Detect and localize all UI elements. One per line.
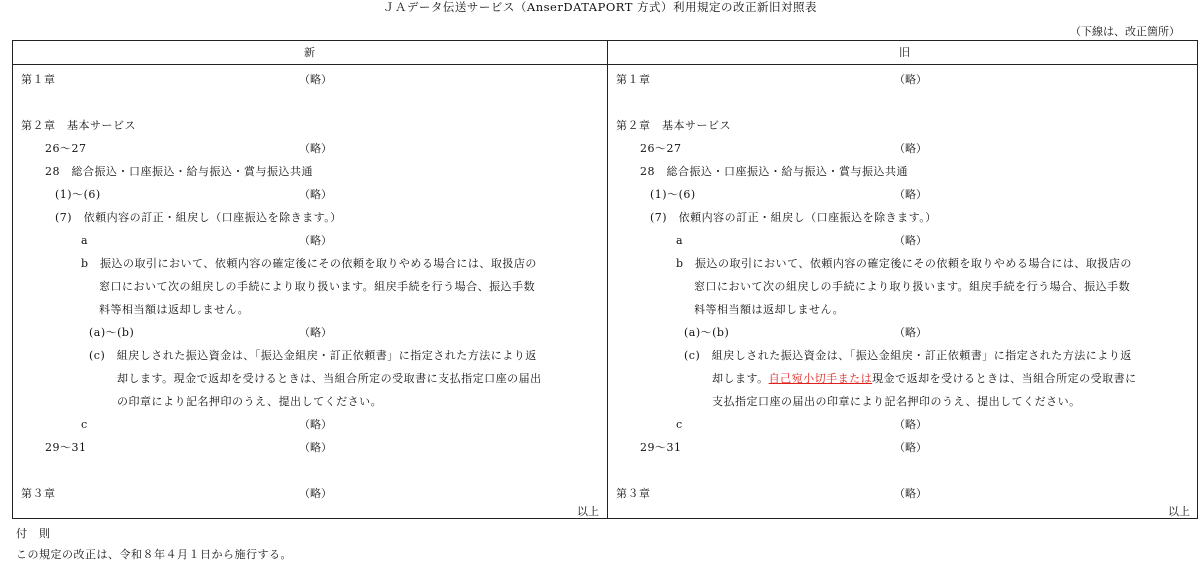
section-28: 28 総合振込・口座振込・給与振込・賞与振込共通 [640, 165, 908, 178]
ryaku-label: （略） [299, 418, 332, 431]
chapter-3: 第３章 [21, 487, 56, 500]
supplementary-heading: 付 則 [16, 527, 51, 540]
section-26-27: 26～27 [640, 142, 682, 155]
item-c: c [81, 418, 88, 431]
item-7: (7) 依頼内容の訂正・組戻し（口座振込を除きます。） [55, 211, 342, 224]
item-c-line2: 却します。現金で返却を受けるときは、当組合所定の受取書に支払指定口座の届出 [117, 372, 542, 385]
item-a: a [81, 234, 89, 247]
item-c-line1: (c) 組戻しされた振込資金は、「振込金組戻・訂正依頼書」に指定された方法により返 [89, 349, 537, 362]
ryaku-label: （略） [894, 326, 927, 339]
ryaku-label: （略） [299, 326, 332, 339]
amended-text: 自己宛小切手または [768, 372, 873, 385]
item-b-line1: b 振込の取引において、依頼内容の確定後にその依頼を取りやめる場合には、取扱店の [676, 257, 1132, 270]
ryaku-label: （略） [894, 142, 927, 155]
ryaku-label: （略） [299, 441, 332, 454]
section-28: 28 総合振込・口座振込・給与振込・賞与振込共通 [45, 165, 313, 178]
ryaku-label: （略） [894, 418, 927, 431]
chapter-1: 第１章 [616, 73, 651, 86]
item-b-line3: 料等相当額は返却しません。 [99, 303, 250, 316]
comparison-table [12, 40, 1198, 519]
items-1-6: (1)～(6) [55, 188, 101, 201]
items-a-b: (a)～(b) [684, 326, 730, 339]
ryaku-label: （略） [299, 73, 332, 86]
section-26-27: 26～27 [45, 142, 87, 155]
item-a: a [676, 234, 684, 247]
item-c-line3: 支払指定口座の届出の印章により記名押印のうえ、提出してください。 [712, 395, 1081, 408]
item-c-line3: の印章により記名押印のうえ、提出してください。 [117, 395, 383, 408]
supplementary-text: この規定の改正は、令和８年４月１日から施行する。 [16, 548, 292, 561]
new-column [13, 65, 607, 519]
chapter-1: 第１章 [21, 73, 56, 86]
ijo-label: 以上 [577, 505, 599, 518]
ryaku-label: （略） [894, 487, 927, 500]
item-c-line1: (c) 組戻しされた振込資金は、「振込金組戻・訂正依頼書」に指定された方法により返 [684, 349, 1132, 362]
header-old: 旧 [899, 46, 910, 59]
section-29-31: 29～31 [45, 441, 87, 454]
ryaku-label: （略） [299, 142, 332, 155]
old-column [608, 65, 1198, 519]
section-29-31: 29～31 [640, 441, 682, 454]
ryaku-label: （略） [894, 188, 927, 201]
chapter-3: 第３章 [616, 487, 651, 500]
document-title: ＪＡデータ伝送サービス（AnserDATAPORT 方式）利用規定の改正新旧対照表 [382, 0, 818, 14]
chapter-2: 第２章 基本サービス [21, 119, 136, 132]
item-c-line2-post: 現金で返却を受けるときは、当組合所定の受取書に [872, 372, 1137, 385]
header-new: 新 [304, 46, 315, 59]
item-c-line2-pre: 却します。 [712, 372, 769, 385]
item-b-line3: 料等相当額は返却しません。 [694, 303, 845, 316]
item-c: c [676, 418, 683, 431]
ryaku-label: （略） [299, 234, 332, 247]
ryaku-label: （略） [299, 487, 332, 500]
item-b-line1: b 振込の取引において、依頼内容の確定後にその依頼を取りやめる場合には、取扱店の [81, 257, 537, 270]
item-c-line2 [712, 373, 1137, 384]
item-b-line2: 窓口において次の組戻しの手続により取り扱います。組戻手続を行う場合、振込手数 [99, 280, 536, 293]
items-a-b: (a)～(b) [89, 326, 135, 339]
ryaku-label: （略） [894, 234, 927, 247]
table-header [13, 41, 1197, 65]
ryaku-label: （略） [299, 188, 332, 201]
underline-note: （下線は、改正箇所） [1070, 25, 1180, 38]
ijo-label: 以上 [1168, 505, 1190, 518]
ryaku-label: （略） [894, 441, 927, 454]
items-1-6: (1)～(6) [650, 188, 696, 201]
ryaku-label: （略） [894, 73, 927, 86]
chapter-2: 第２章 基本サービス [616, 119, 731, 132]
item-b-line2: 窓口において次の組戻しの手続により取り扱います。組戻手続を行う場合、振込手数 [694, 280, 1131, 293]
item-7: (7) 依頼内容の訂正・組戻し（口座振込を除きます。） [650, 211, 937, 224]
